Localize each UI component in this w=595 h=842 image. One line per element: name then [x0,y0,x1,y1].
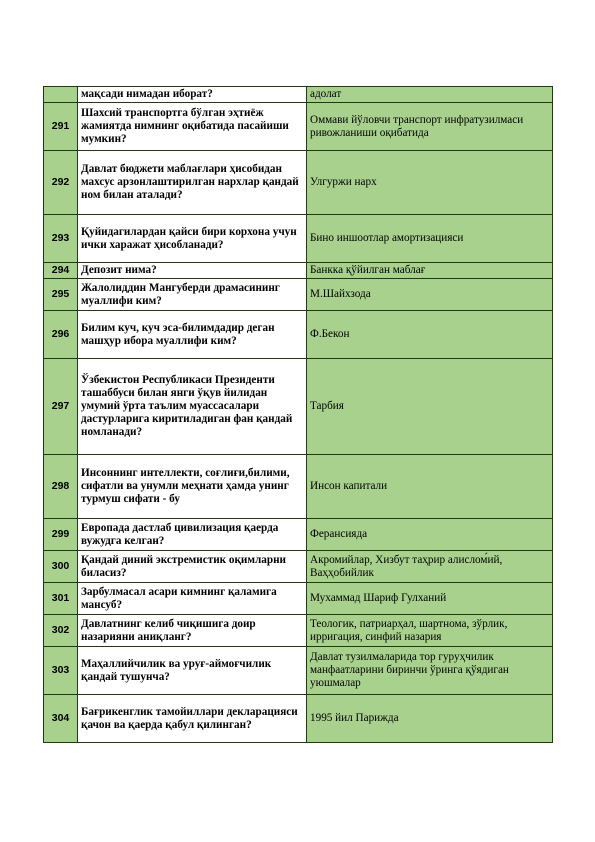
question-number: 299 [44,519,78,551]
question-text: Жалолиддин Мангуберди драмасининг муаллифи ким? [78,279,307,311]
question-number: 292 [44,151,78,215]
question-number: 301 [44,583,78,615]
question-number: 297 [44,359,78,455]
question-text: Депозит нима? [78,263,307,279]
question-number: 303 [44,647,78,695]
answer-text: Оммави йўловчи транспорт инфратузилмаси ривожланиши оқибатида [307,103,553,151]
answer-text: Теологик, патриарҳал, шартнома, зўрлик, ирригация, синфий назария [307,615,553,647]
answer-text: Ф.Бекон [307,311,553,359]
answer-text: Инсон капитали [307,455,553,519]
answer-text: М.Шайхзода [307,279,553,311]
table-row [44,583,553,615]
table-row [44,263,553,279]
question-text: Қандай диний экстремистик оқимларни биласиз? [78,551,307,583]
qa-table [43,86,553,743]
question-number: 300 [44,551,78,583]
table-row [44,87,553,103]
table-row [44,279,553,311]
question-number: 298 [44,455,78,519]
answer-text: Улгуржи нарх [307,151,553,215]
question-number [44,87,78,103]
question-number: 304 [44,695,78,743]
question-text: Ўзбекистон Республикаси Президенти ташаббуси билан янги ўқув йилидан умумий ўрта таълим муассасалари дастурларига киритиладиган фан қандай номланади? [78,359,307,455]
table-row [44,647,553,695]
question-text: Инсоннинг интеллекти, соғлиғи,билими, сифатли ва унумли меҳнати ҳамда унинг турмуш сифати - бу [78,455,307,519]
answer-text: Банкка қўйилган маблағ [307,263,553,279]
question-number: 302 [44,615,78,647]
table-row [44,455,553,519]
question-number: 296 [44,311,78,359]
question-number: 294 [44,263,78,279]
answer-text: Бино иншоотлар амортизацияси [307,215,553,263]
table-row [44,103,553,151]
answer-text: Мухаммад Шариф Гулханий [307,583,553,615]
question-text: Европада дастлаб цивилизация қаерда вужудга келган? [78,519,307,551]
question-number: 295 [44,279,78,311]
table-row [44,151,553,215]
answer-text: адолат [307,87,553,103]
table-row [44,359,553,455]
question-text: Бағрикенглик тамойиллари декларацияси қачон ва қаерда қабул қилинган? [78,695,307,743]
question-text: Давлатнинг келиб чиқишига доир назарияни аниқланг? [78,615,307,647]
question-text: Билим куч, куч эса-билимдадир деган машҳур ибора муаллифи ким? [78,311,307,359]
answer-text: 1995 йил Парижда [307,695,553,743]
question-text: Маҳаллийчилик ва уруғ-аймоғчилик қандай тушунча? [78,647,307,695]
question-number: 293 [44,215,78,263]
table-row [44,519,553,551]
answer-text: Тарбия [307,359,553,455]
question-text: Давлат бюджети маблағлари ҳисобидан махсус арзонлаштирилган нархлар қандай ном билан аталади? [78,151,307,215]
question-text: мақсади нимадан иборат? [78,87,307,103]
table-row [44,615,553,647]
qa-table-body [44,87,553,743]
answer-text: Ферансияда [307,519,553,551]
table-row [44,695,553,743]
table-row [44,215,553,263]
question-number: 291 [44,103,78,151]
question-text: Шахсий транспортга бўлган эҳтиёж жамиятда нимнинг оқибатида пасайиши мумкин? [78,103,307,151]
answer-text: Давлат тузилмаларида тор гуруҳчилик манфаатларини биринчи ўринга қўядиган уюшмалар [307,647,553,695]
answer-text: Акромийлар, Хизбут таҳрир алислом́ий, Ваҳҳобийлик [307,551,553,583]
question-text: Қуйидагилардан қайси бири корхона учун ички харажат ҳисобланади? [78,215,307,263]
table-row [44,311,553,359]
question-text: Зарбулмасал асари кимнинг қаламига мансуб? [78,583,307,615]
table-row [44,551,553,583]
